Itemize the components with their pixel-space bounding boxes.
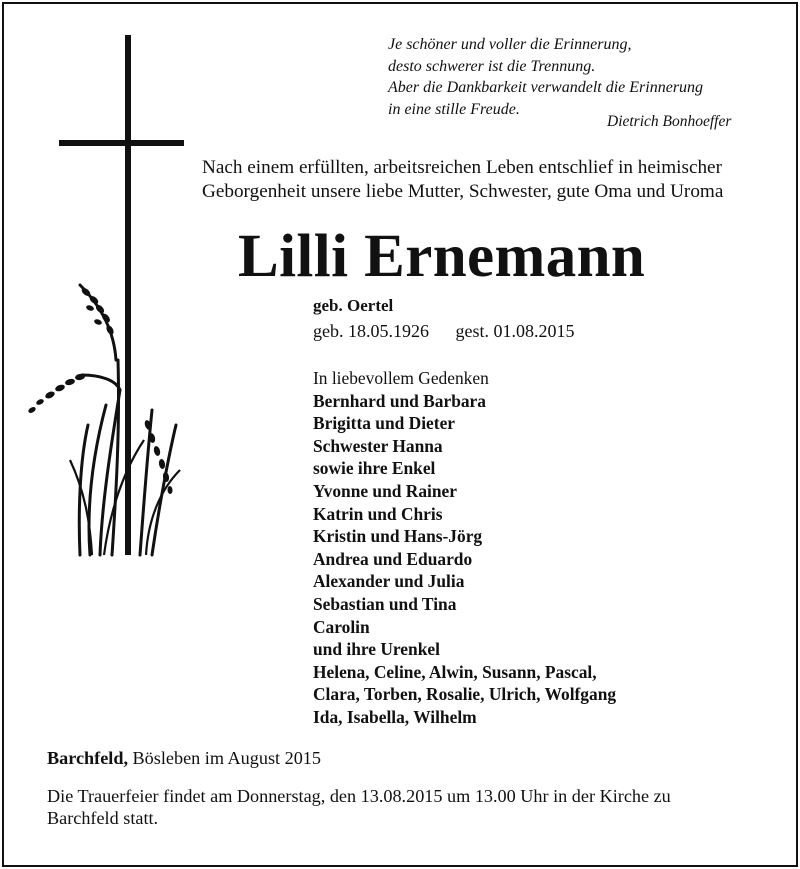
mourner-line: Andrea und Eduardo — [313, 548, 473, 569]
quote-line: desto schwerer ist die Trennung. — [388, 57, 596, 75]
deceased-name: Lilli Ernemann — [238, 223, 646, 290]
funeral-line: Barchfeld statt. — [47, 808, 159, 828]
intro-line: Geborgenheit unsere liebe Mutter, Schwester, gute Oma und Uroma — [202, 181, 724, 202]
mourner-line: Brigitta und Dieter — [313, 413, 456, 434]
place-rest: Bösleben im August 2015 — [128, 748, 321, 768]
mourner-line: Alexander und Julia — [313, 571, 465, 592]
life-dates — [313, 321, 575, 342]
mourner-line: Clara, Torben, Rosalie, Ulrich, Wolfgang — [313, 684, 617, 705]
cross-with-wheat-icon — [20, 30, 190, 570]
intro-line: Nach einem erfüllten, arbeitsreichen Leben entschlief in heimischer — [202, 157, 722, 178]
mourner-line: Schwester Hanna — [313, 435, 443, 456]
place-town: Barchfeld, — [47, 748, 128, 768]
birth-name: geb. Oertel — [313, 296, 394, 315]
quote-line: Aber die Dankbarkeit verwandelt die Erinnerung — [388, 79, 704, 96]
funeral-notice — [47, 785, 777, 829]
mourner-line: Yvonne und Rainer — [313, 480, 457, 501]
death-date: gest. 01.08.2015 — [455, 321, 575, 341]
bonhoeffer-quote — [388, 34, 768, 130]
mourner-line: Helena, Celine, Alwin, Susann, Pascal, — [313, 661, 597, 682]
mourner-line: Bernhard und Barbara — [313, 390, 486, 411]
mourner-line: Ida, Isabella, Wilhelm — [313, 706, 477, 727]
intro-text — [202, 156, 762, 204]
mourner-line: Katrin und Chris — [313, 503, 443, 524]
mourner-line: und ihre Urenkel — [313, 639, 440, 660]
quote-line: Je schöner und voller die Erinnerung, — [388, 36, 632, 53]
quote-author: Dietrich Bonhoeffer — [607, 113, 732, 130]
funeral-line: Die Trauerfeier findet am Donnerstag, den 13.08.2015 um 13.00 Uhr in der Kirche zu — [47, 786, 671, 806]
mourner-line: Sebastian und Tina — [313, 593, 457, 614]
birth-date: geb. 18.05.1926 — [313, 321, 429, 341]
mourners-intro: In liebevollem Gedenken — [313, 368, 489, 388]
mourner-line: Carolin — [313, 616, 370, 637]
mourner-line: Kristin und Hans-Jörg — [313, 526, 483, 547]
place-and-date — [47, 748, 321, 769]
mourner-line: sowie ihre Enkel — [313, 458, 436, 479]
quote-line: in eine stille Freude. — [388, 100, 520, 118]
mourners-list — [313, 367, 616, 729]
